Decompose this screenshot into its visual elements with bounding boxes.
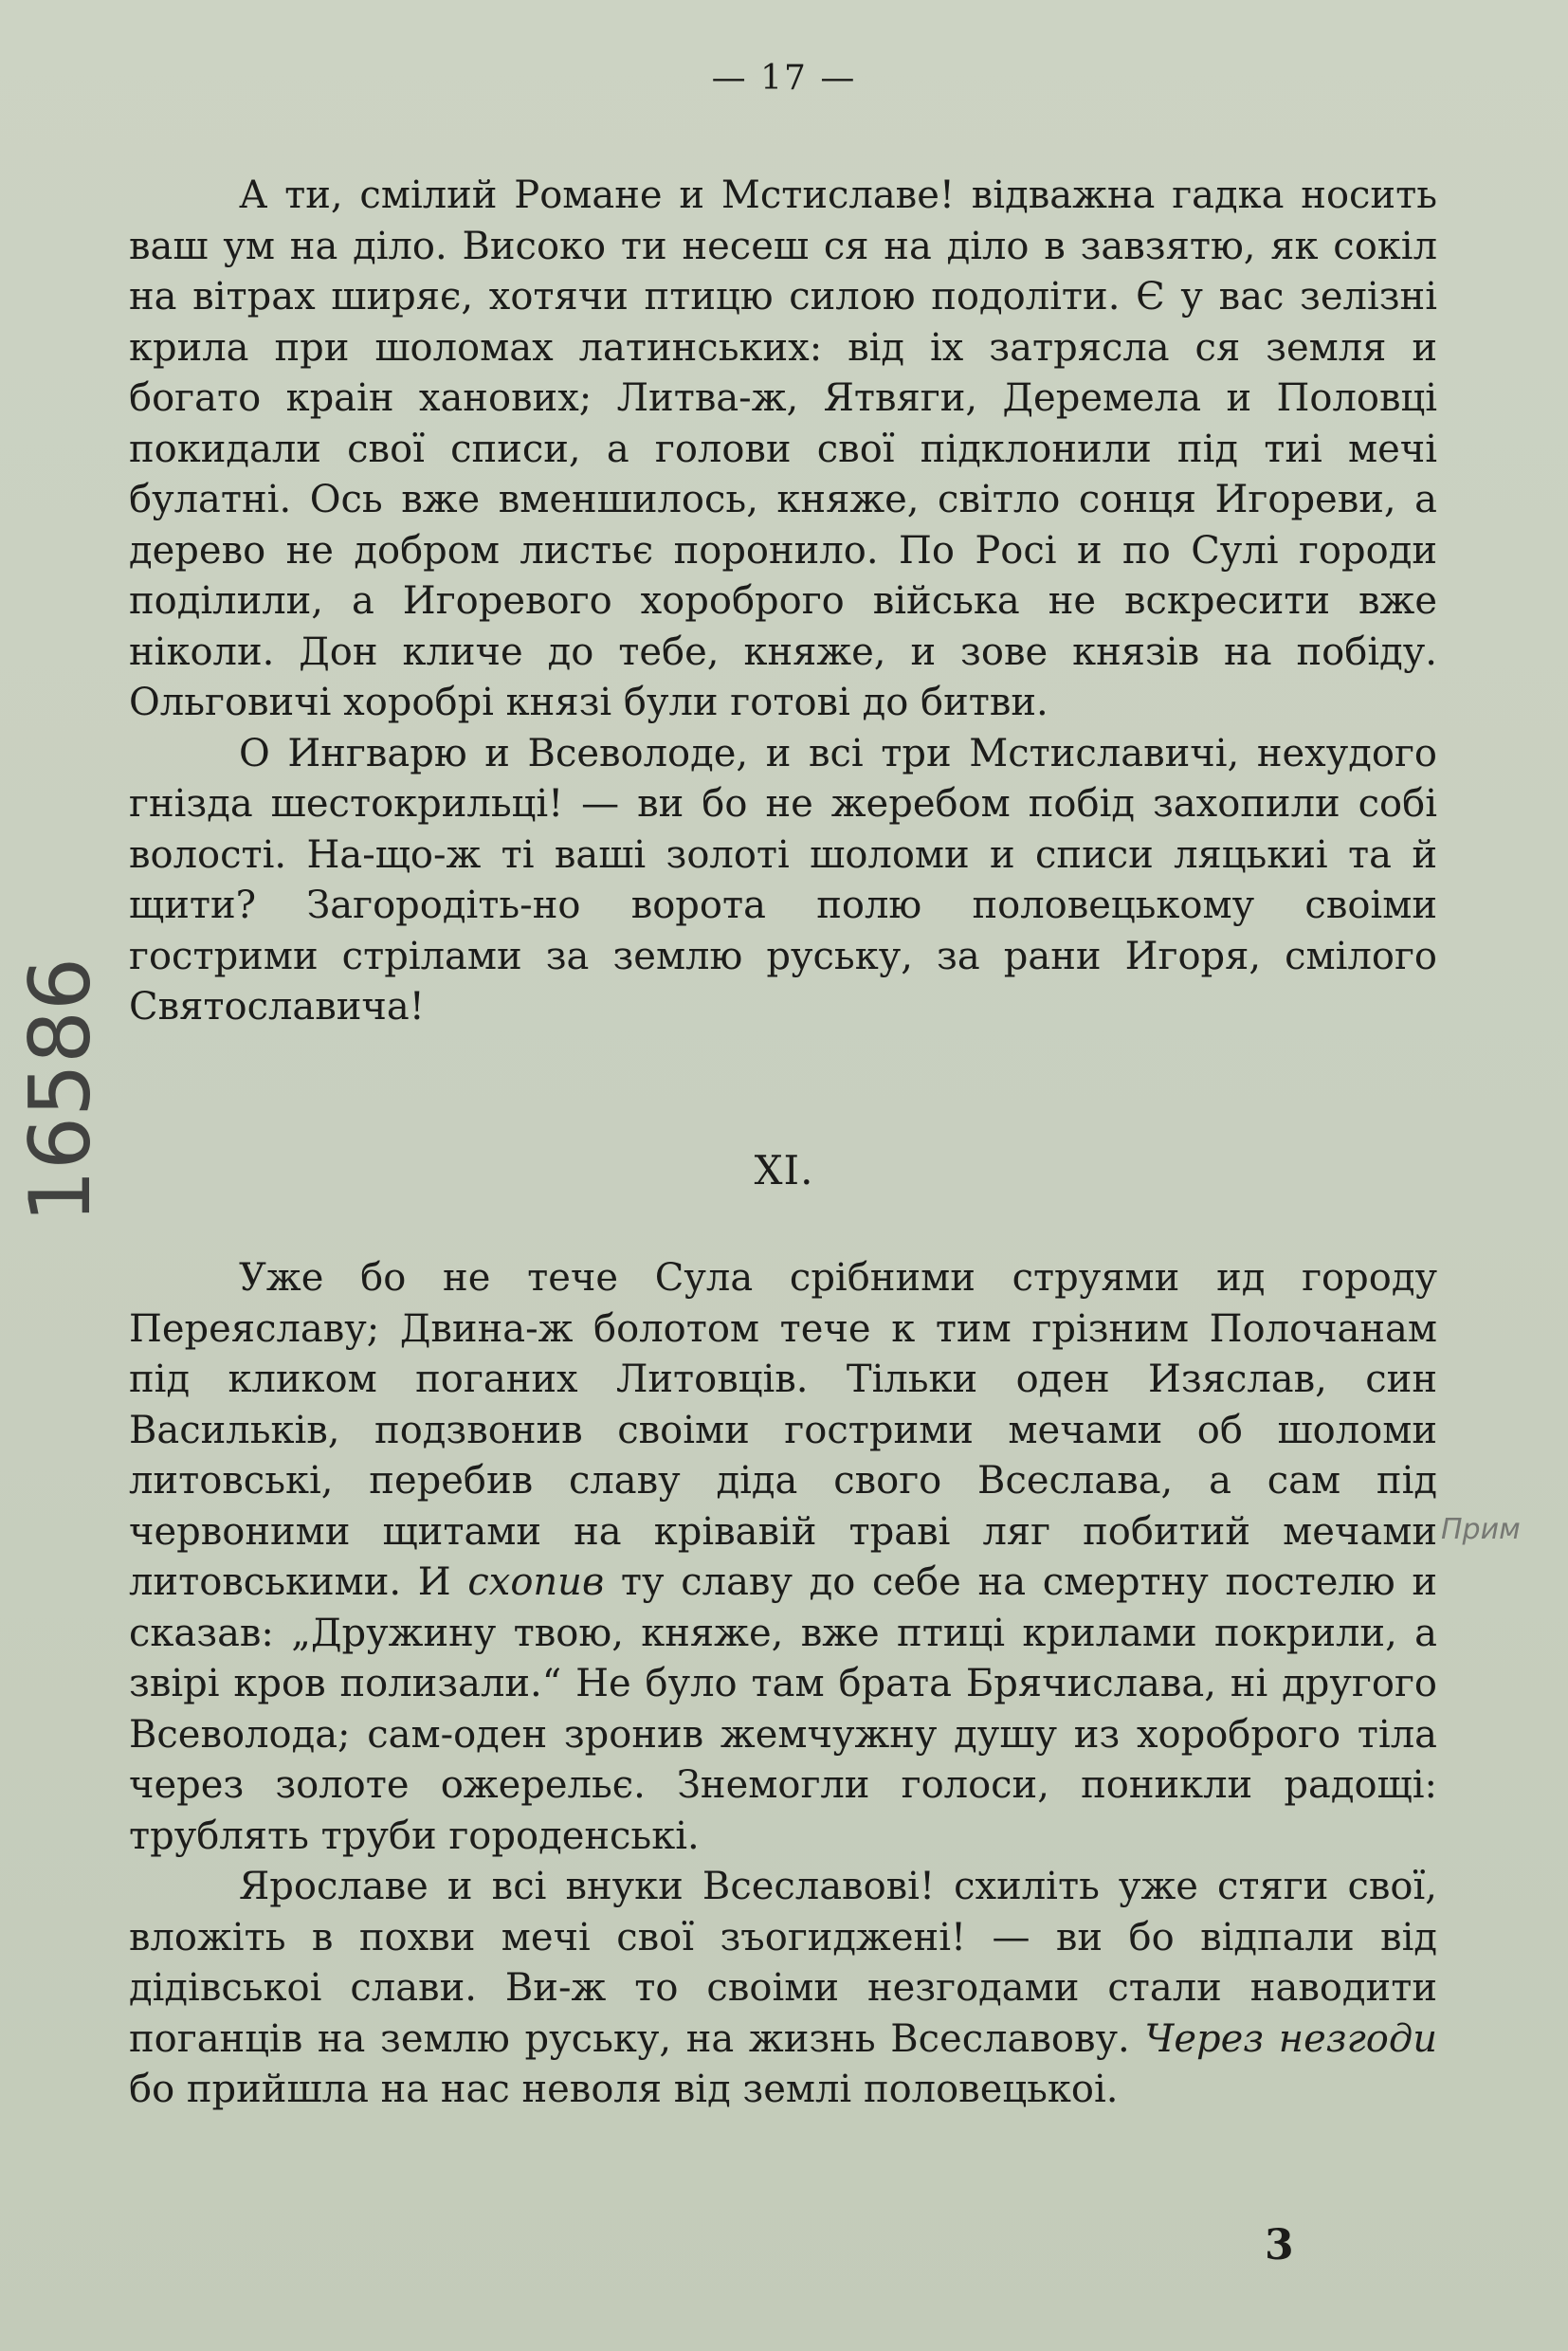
italic-word: схопив <box>467 1560 605 1604</box>
paragraph-text: Ярославе и всі внуки Всеславові! схиліть уже стяги свої, вложіть в похви мечі свої зъогиджені! — ви бо відпали від дідівськоі слави. Ви-ж то своіми незгодами стали наводити поганців на землю руську, на жизнь Всеславову. <box>129 1865 1437 2061</box>
text-section-1 <box>129 171 1437 1033</box>
paragraph <box>129 1862 1437 2116</box>
margin-note-text: 16586 <box>11 957 109 1223</box>
page-number: — 17 — <box>711 59 857 98</box>
paragraph <box>129 1253 1437 1862</box>
paragraph-text: бо прийшла на нас неволя від землі половецькоі. <box>129 2068 1119 2111</box>
handwritten-margin-note-right: Прим <box>1441 1513 1521 1546</box>
paragraph-text: ту славу до себе на смертну постелю и сказав: „Дружину твою, княже, вже птиці крилами покрили, а звірі кров полизали.“ Не було там брата Брячислава, ні другого Всеволода; сам-оден зронив жемчужну душу из хороброго тіла через золоте ожерельє. Знемогли голоси, поникли радощі: трублять труби городенські. <box>129 1560 1438 1858</box>
text-section-2 <box>129 1253 1437 2116</box>
paragraph: А ти, смілий Романе и Мстиславе! відважна гадка носить ваш ум на діло. Високо ти несеш ся на діло в завзятю, як сокіл на вітрах ширяє, хотячи птицю силою подоліти. Є у вас зелізні крила при шоломах латинських: від іх затрясла ся земля и богато краін ханових; Литва-ж, Ятвяги, Деремела и Половці покидали свої списи, а голови свої підклонили під тиі мечі булатні. Ось вже вменшилось, княже, світло сонця Игореви, а дерево не добром листьє поронило. По Росі и по Сулі городи поділили, а Игоревого хороброго війська не вскресити вже ніколи. Дон кличе до тебе, княже, и зове князів на побіду. Ольговичі хоробрі князі були готові до битви. <box>129 173 1437 724</box>
italic-phrase: Через незгоди <box>1144 2016 1437 2061</box>
paragraph: О Ингварю и Всеволоде, и всі три Мстиславичі, нехудого гнізда шестокрильці! — ви бо не жеребом побід захопили собі волості. На-що-ж ті ваші золоті шоломи и списи ляцькиі та й щити? Загородіть-но ворота полю половецькому своіми гострими стрілами за землю руську, за рани Игоря, смілого Святославича! <box>129 731 1437 1029</box>
chapter-heading: XI. <box>754 1147 814 1194</box>
paragraph-text: Уже бо не тече Сула срібними струями ид городу Переяславу; Двина-ж болотом тече к тим грізним Полочанам під кликом поганих Литовців. Тільки оден Изяслав, син Васильків, подзвонив своіми гострими мечами об шоломи литовські, перебив славу діда свого Всеслава, а сам під червоними щитами на крівавій траві ляг побитий мечами литовськими. И <box>129 1256 1437 1604</box>
signature-mark: 3 <box>1265 2221 1294 2269</box>
